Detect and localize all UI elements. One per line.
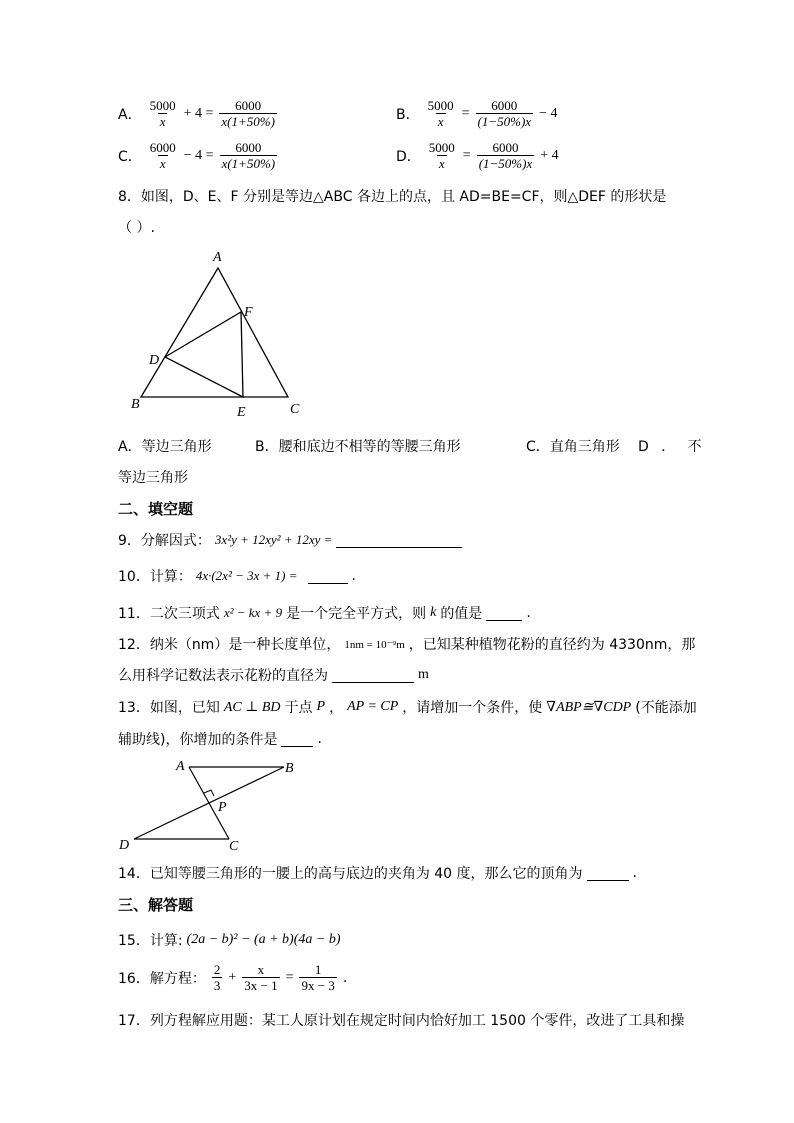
answer-blank[interactable]	[281, 732, 313, 747]
section-heading-solve: 三、解答题	[118, 896, 194, 914]
answer-blank[interactable]	[308, 569, 348, 584]
cross-figure	[112, 755, 302, 855]
fraction: $\frac{5000}{x}$	[149, 98, 176, 129]
triangle-abc	[141, 268, 288, 397]
answer-blank[interactable]	[336, 533, 462, 548]
fraction: $\frac{2}{3}$	[213, 962, 221, 993]
label-c: C	[229, 839, 239, 854]
fraction: $\frac{6000}{(1-50\%)x}$	[477, 98, 532, 129]
q12-line2: 么用科学记数法表示花粉的直径为 m	[118, 667, 429, 684]
triangle-figure	[120, 245, 320, 425]
fraction: $\frac{6000}{x(1+50\%)}$	[221, 140, 276, 171]
q8-option-d: D ． 不	[638, 439, 702, 455]
q8-option-d-cont: 等边三角形	[118, 470, 188, 486]
q8-option-a: A．等边三角形	[118, 439, 212, 455]
q17-text: 17．列方程解应用题：某工人原计划在规定时间内恰好加工 1500 个零件，改进了工具和操	[118, 1013, 685, 1029]
fraction: $\frac{x}{3x - 1}$	[244, 962, 278, 993]
fraction: $\frac{6000}{(1-50\%)x}$	[478, 140, 533, 171]
triangle-def	[165, 312, 243, 397]
label-b: B	[285, 761, 294, 776]
label-d: D	[119, 838, 130, 853]
label-p: P	[218, 800, 227, 815]
q7-option-b: B． $\frac{5000}{x}$ = $\frac{6000}{(1-50\%)x}$ − 4	[396, 98, 558, 129]
fraction: $\frac{5000}{x}$	[427, 98, 454, 129]
answer-blank[interactable]	[486, 606, 522, 621]
q13-line1: 13．如图，已知 AC ⊥ BD 于点 P ， AP = CP ，请增加一个条件，使 ∇ABP≅∇CDP (不能添加	[118, 699, 697, 716]
fraction: $\frac{6000}{x}$	[149, 140, 176, 171]
section-heading-fill-blank: 二、填空题	[118, 500, 194, 518]
label-a: A	[176, 759, 185, 774]
label-d: D	[149, 353, 160, 368]
q9: 9．分解因式： 3x²y + 12xy² + 12xy =	[118, 530, 462, 550]
q8-text: 8．如图，D、E、F 分别是等边△ABC 各边上的点，且 AD=BE=CF，则△DEF 的形状是	[118, 189, 667, 205]
fraction: $\frac{6000}{x(1+50\%)}$	[221, 98, 275, 129]
q15: 15．计算: (2a − b)² − (a + b)(4a − b)	[118, 932, 341, 949]
segment-db	[134, 767, 284, 839]
label-a: A	[213, 250, 222, 265]
q12-line1: 12．纳米（nm）是一种长度单位， 1nm = 10⁻⁹m ，已知某种植物花粉的直径约为 4330nm，那	[118, 637, 696, 653]
q10: 10．计算： 4x·(2x² − 3x + 1) = .	[118, 568, 356, 585]
answer-blank[interactable]	[587, 866, 629, 881]
q8-option-b: B．腰和底边不相等的等腰三角形	[255, 439, 461, 455]
q13-line2: 辅助线)，你增加的条件是 .	[118, 731, 322, 748]
q8-paren: （ ）.	[118, 220, 155, 236]
q7-option-a: A． $\frac{5000}{x}$ + 4 = $\frac{6000}{x(1+50\%)}$	[118, 98, 275, 129]
label-e: E	[237, 405, 246, 420]
q8-option-c: C．直角三角形	[526, 439, 620, 455]
label-c: C	[290, 402, 300, 417]
label-b: B	[131, 397, 140, 412]
fraction: $\frac{1}{9x - 3}$	[301, 962, 335, 993]
q16: 16．解方程： $\frac{2}{3}$ + $\frac{x}{3x - 1}$ = $\frac{1}{9x - 3}$ .	[118, 962, 348, 993]
answer-blank[interactable]	[332, 668, 414, 683]
q14: 14．已知等腰三角形的一腰上的高与底边的夹角为 40 度，那么它的顶角为 .	[118, 865, 637, 882]
q11: 11．二次三项式 x² − kx + 9 是一个完全平方式，则 k 的值是 .	[118, 605, 531, 622]
right-angle-mark	[204, 790, 214, 796]
q7-option-c: C． $\frac{6000}{x}$ − 4 = $\frac{6000}{x(1+50\%)}$	[118, 140, 276, 171]
fraction: $\frac{5000}{x}$	[428, 140, 455, 171]
label-f: F	[244, 305, 253, 320]
q7-option-d: D． $\frac{5000}{x}$ = $\frac{6000}{(1-50\%)x}$ + 4	[396, 140, 559, 171]
